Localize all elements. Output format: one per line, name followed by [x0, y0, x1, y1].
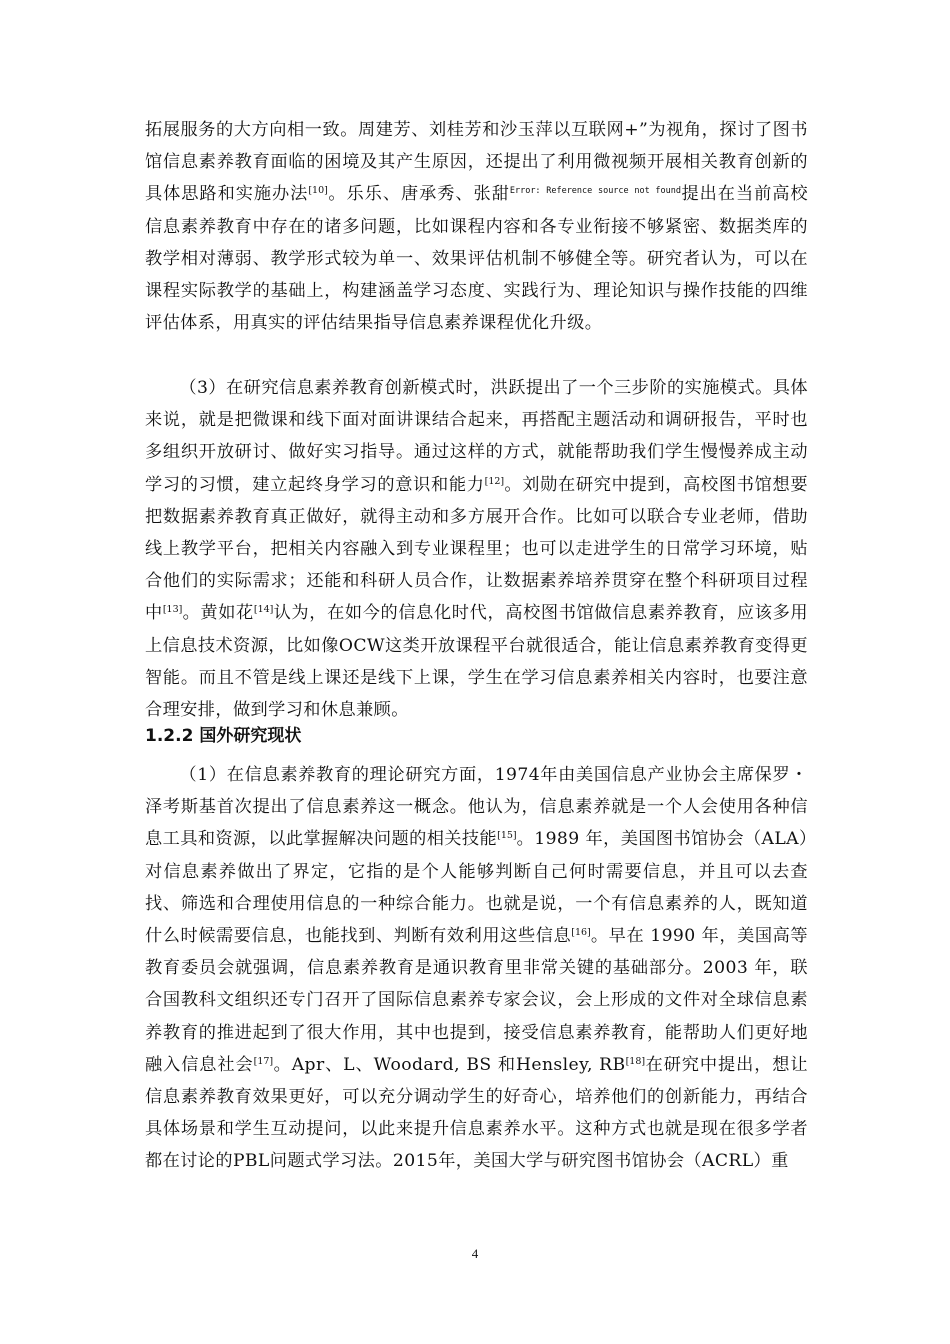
paragraph-text: 。早在 1990 年，美国高等教育委员会就强调，信息素养教育是通识教育里非常关键的基础部分。2003 年，联合国教科文组织还专门召开了国际信息素养专家会议，会上形成的文件对全球信息素养教育的推进起到了很大作用，其中也提到，接受信息素养教育，能帮助人们更好地融入信息社会 [145, 926, 808, 1075]
body-paragraph [145, 759, 808, 1178]
paragraph-text: 。乐乐、唐承秀、张甜 [327, 184, 510, 205]
paragraph-text: （3）在研究信息素养教育创新模式时，洪跃提出了一个三步阶的实施模式。具体来说，就是把微课和线下面对面讲课结合起来，再搭配主题活动和调研报告，平时也多组织开放研讨、做好实习指导。通过这样的方式，就能帮助我们学生慢慢养成主动学习的习惯，建立起终身学习的意识和能力 [145, 378, 808, 495]
citation-ref: [14] [253, 604, 274, 616]
citation-ref: [10] [308, 185, 328, 197]
citation-ref: [12] [484, 475, 505, 487]
citation-ref: [18] [625, 1055, 646, 1067]
citation-ref: [15] [497, 830, 517, 842]
paragraph-text: （1）在信息素养教育的理论研究方面，1974年由美国信息产业协会主席保罗・泽考斯基首次提出了信息素养这一概念。他认为，信息素养就是一个人会使用各种信息工具和资源，以此掌握解决问题的相关技能 [145, 765, 808, 850]
page-number: 4 [471, 1246, 479, 1261]
paragraph-text: 。刘勋在研究中提到，高校图书馆想要把数据素养教育真正做好，就得主动和多方展开合作。比如可以联合专业老师，借助线上教学平台，把相关内容融入到专业课程里；也可以走进学生的日常学习环境，贴合他们的实际需求；还能和科研人员合作，让数据素养培养贯穿在整个科研项目过程中 [145, 474, 808, 624]
paragraph-text: 提出在当前高校信息素养教育中存在的诸多问题，比如课程内容和各专业衔接不够紧密、数据类库的教学相对薄弱、教学形式较为单一、效果评估机制不够健全等。研究者认为，可以在课程实际教学的基础上，构建涵盖学习态度、实践行为、理论知识与操作技能的四维评估体系，用真实的评估结果指导信息素养课程优化升级。 [145, 184, 808, 334]
body-paragraph [145, 114, 808, 339]
paragraph-text: 。1989 年，美国图书馆协会（ALA）对信息素养做出了界定，它指的是个人能够判断自己何时需要信息，并且可以去查找、筛选和合理使用信息的一种综合能力。也就是说，一个有信息素养的人，既知道什么时候需要信息，也能找到、判断有效利用这些信息 [145, 829, 808, 947]
section-heading: 1.2.2 国外研究现状 [145, 726, 302, 746]
paragraph-text: 拓展服务的大方向相一致。周建芳、刘桂芳和沙玉萍以互联网+”为视角，探讨了图书馆信息素养教育面临的困境及其产生原因，还提出了利用微视频开展相关教育创新的具体思路和实施办法 [145, 120, 808, 205]
citation-ref: [13] [162, 604, 183, 616]
reference-error-note: Error: Reference source not found [509, 186, 681, 197]
citation-ref: [16] [571, 927, 591, 939]
paragraph-text: 在研究中提出，想让信息素养教育效果更好，可以充分调动学生的好奇心，培养他们的创新能力，再结合具体场景和学生互动提问，以此来提升信息素养水平。这种方式也就是现在很多学者都在讨论的PBL问题式学习法。2015年，美国大学与研究图书馆协会（ACRL）重 [145, 1054, 808, 1172]
paragraph-text: 。Apr、L、Woodard, BS 和Hensley, RB [273, 1054, 626, 1075]
paragraph-text: 。黄如花 [182, 603, 254, 624]
body-paragraph [145, 372, 808, 726]
paragraph-text: 认为，在如今的信息化时代，高校图书馆做信息素养教育，应该多用上信息技术资源，比如像OCW这类开放课程平台就很适合，能让信息素养教育变得更智能。而且不管是线上课还是线下上课，学生在学习信息素养相关内容时，也要注意合理安排，做到学习和休息兼顾。 [145, 603, 808, 721]
citation-ref: [17] [253, 1055, 274, 1067]
